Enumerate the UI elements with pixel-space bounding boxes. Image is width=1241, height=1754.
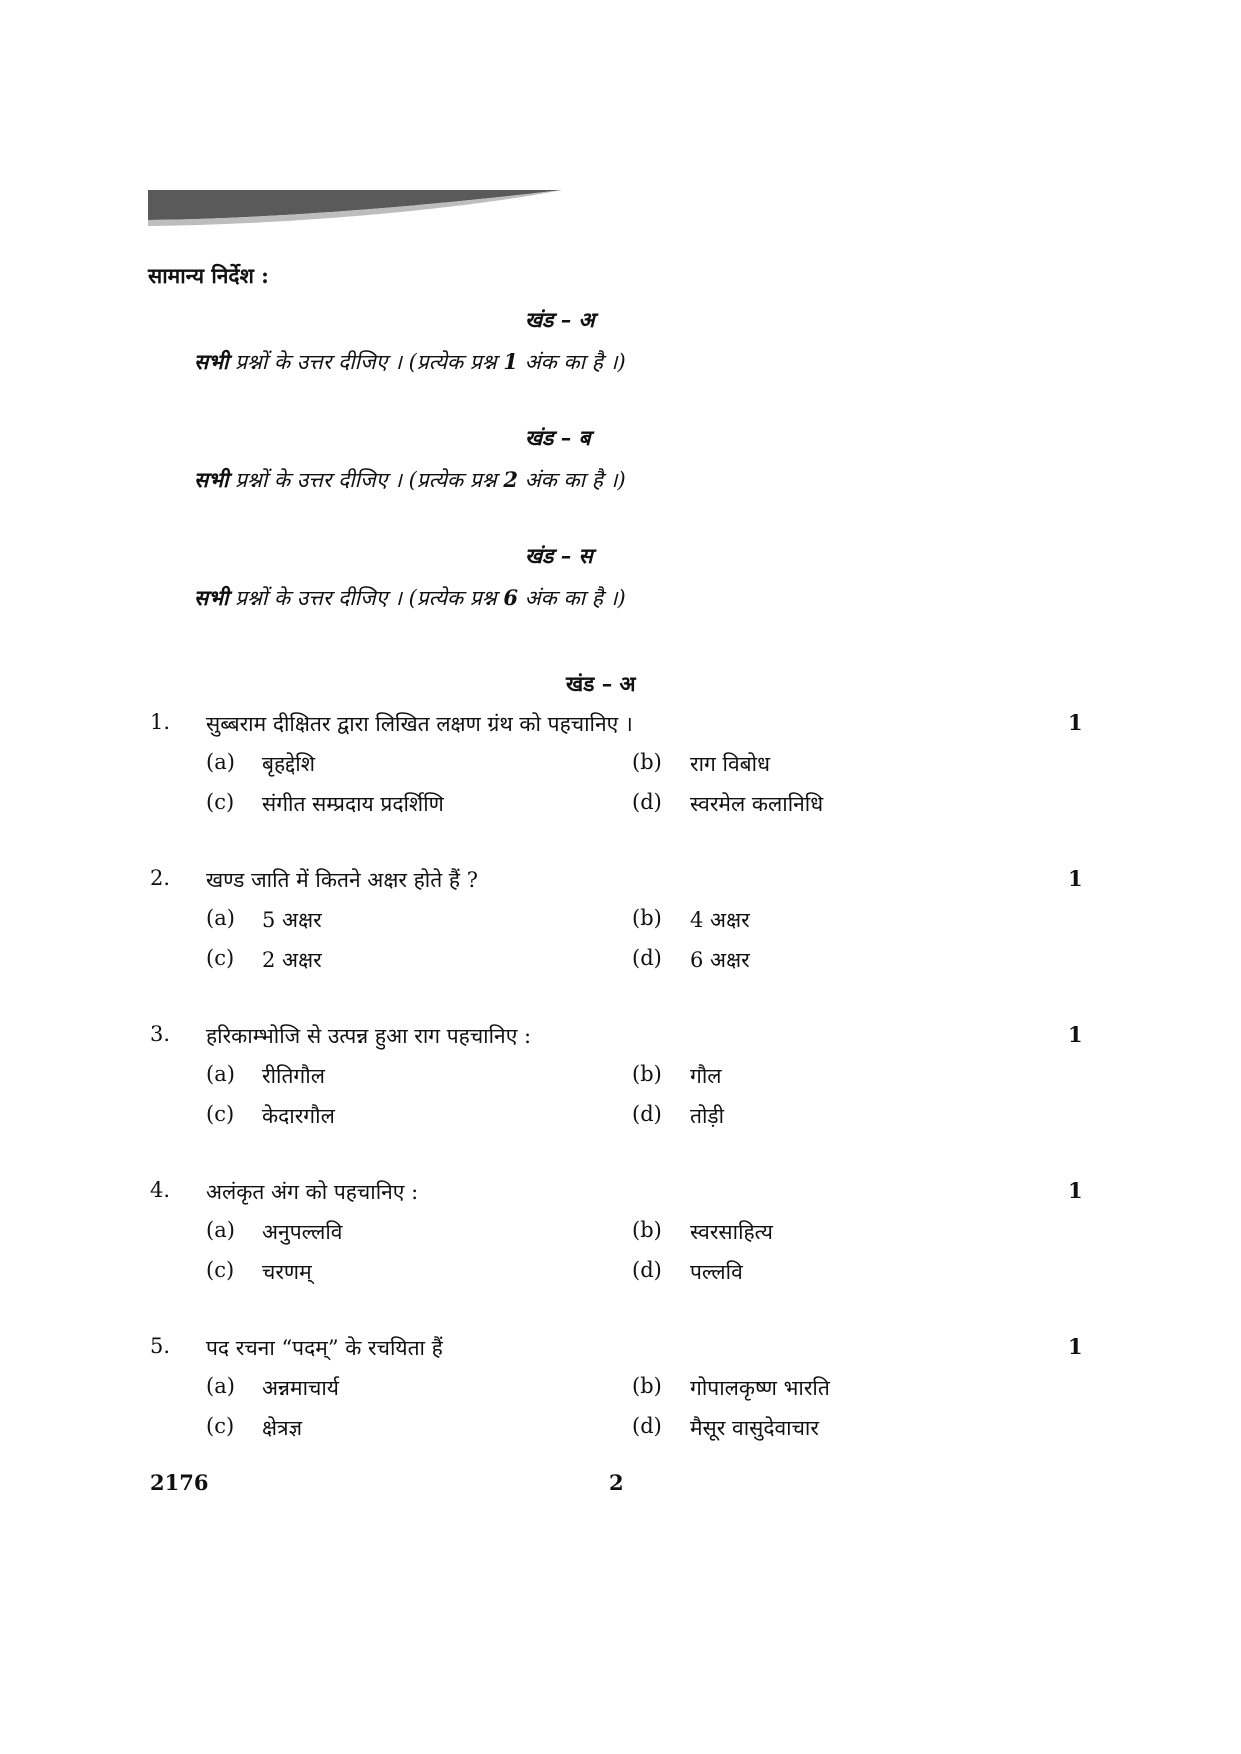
instruction-tail: अंक का है ।) [517,350,626,374]
page-number: 2 [609,1470,624,1495]
option-label: (c) [206,790,235,814]
instruction-text-a [194,348,626,376]
option-text: गोपालकृष्ण भारति [690,1376,830,1400]
option-label: (a) [206,906,235,930]
instruction-body: प्रश्नों के उत्तर दीजिए । (प्रत्येक प्रश्न [228,468,504,492]
question-number: 5. [150,1334,171,1358]
option-text: केदारगौल [262,1104,335,1128]
instruction-tail: अंक का है ।) [517,468,626,492]
option-text: रीतिगौल [262,1064,325,1088]
instruction-marks: 1 [503,349,518,374]
general-instructions-title: सामान्य निर्देश : [148,263,269,288]
instruction-marks: 6 [503,585,518,610]
question-text: हरिकाम्भोजि से उत्पन्न हुआ राग पहचानिए : [206,1024,532,1048]
option-label: (c) [206,946,235,970]
instruction-heading-c: खंड – स [525,543,593,568]
instruction-heading-b: खंड – ब [525,425,591,450]
option-label: (b) [632,1218,662,1242]
option-text: अनुपल्लवि [262,1220,343,1244]
question-text: खण्ड जाति में कितने अक्षर होते हैं ? [206,868,478,892]
option-text: गौल [690,1064,722,1088]
option-label: (a) [206,750,235,774]
instruction-body: प्रश्नों के उत्तर दीजिए । (प्रत्येक प्रश्न [228,586,504,610]
question-number: 4. [150,1178,171,1202]
instruction-bold-word: सभी [194,585,229,610]
option-label: (d) [632,946,662,970]
option-text: स्वरमेल कलानिधि [690,792,824,816]
option-label: (b) [632,906,662,930]
option-text: अन्नमाचार्य [262,1376,339,1400]
option-label: (b) [632,1062,662,1086]
option-label: (c) [206,1102,235,1126]
question-marks: 1 [1068,1178,1083,1203]
paper-code: 2176 [150,1470,209,1495]
option-text: मैसूर वासुदेवाचार [690,1416,819,1440]
option-label: (b) [632,1374,662,1398]
option-label: (d) [632,1258,662,1282]
option-label: (b) [632,750,662,774]
question-number: 1. [150,710,171,734]
option-text: 2 अक्षर [262,948,322,972]
instruction-body: प्रश्नों के उत्तर दीजिए । (प्रत्येक प्रश्न [228,350,504,374]
option-text: संगीत सम्प्रदाय प्रदर्शिणि [262,792,444,816]
option-label: (a) [206,1374,235,1398]
option-text: बृहद्देशि [262,752,316,776]
option-label: (d) [632,1414,662,1438]
instruction-heading-a: खंड – अ [525,307,595,332]
question-marks: 1 [1068,1022,1083,1047]
question-marks: 1 [1068,710,1083,735]
option-label: (a) [206,1062,235,1086]
instruction-tail: अंक का है ।) [517,586,626,610]
option-label: (a) [206,1218,235,1242]
instruction-bold-word: सभी [194,467,229,492]
option-text: पल्लवि [690,1260,743,1284]
option-label: (c) [206,1258,235,1282]
option-text: 6 अक्षर [690,948,750,972]
option-label: (d) [632,790,662,814]
instruction-bold-word: सभी [194,349,229,374]
option-text: तोड़ी [690,1104,725,1128]
option-text: चरणम् [262,1260,312,1284]
option-text: राग विबोध [690,752,770,776]
option-text: 4 अक्षर [690,908,750,932]
header-band-graphic [148,190,562,226]
question-text: सुब्बराम दीक्षितर द्वारा लिखित लक्षण ग्रंथ को पहचानिए । [206,712,633,736]
instruction-marks: 2 [503,467,518,492]
option-label: (c) [206,1414,235,1438]
section-a-title: खंड – अ [566,671,636,696]
question-marks: 1 [1068,1334,1083,1359]
option-text: 5 अक्षर [262,908,322,932]
question-text: अलंकृत अंग को पहचानिए : [206,1180,419,1204]
question-marks: 1 [1068,866,1083,891]
option-text: क्षेत्रज्ञ [262,1416,303,1440]
instruction-text-c [194,584,626,612]
option-text: स्वरसाहित्य [690,1220,773,1244]
question-number: 2. [150,866,171,890]
question-text: पद रचना “पदम्” के रचयिता हैं [206,1336,443,1360]
option-label: (d) [632,1102,662,1126]
question-number: 3. [150,1022,171,1046]
instruction-text-b [194,466,626,494]
